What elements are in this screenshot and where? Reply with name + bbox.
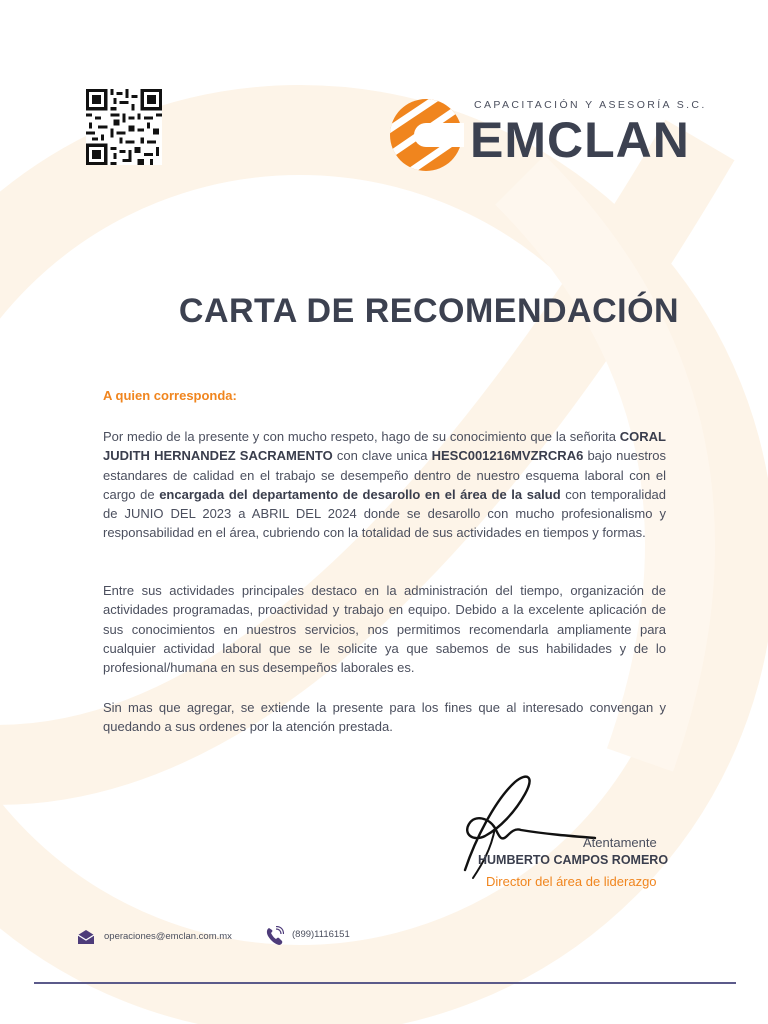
- contact-email[interactable]: operaciones@emclan.com.mx: [104, 931, 232, 942]
- paragraph-3: Sin mas que agregar, se extiende la presente para los fines que al interesado convengan y quedando a sus ordenes por la atención prestada.: [103, 700, 666, 735]
- employee-name: CORAL JUDITH HERNANDEZ SACRAMENTO: [103, 429, 666, 464]
- signer-role: Director del área de liderazgo: [486, 874, 657, 889]
- employee-cargo: encargada del departamento de desarollo en el área de la salud: [159, 486, 561, 502]
- qr-code-icon: [86, 89, 162, 165]
- paragraph-1: [103, 427, 666, 543]
- salutation: A quien corresponda:: [103, 388, 237, 403]
- letter-title: CARTA DE RECOMENDACIÓN: [178, 292, 680, 330]
- footer-divider: [34, 982, 736, 984]
- company-logo: [388, 97, 708, 177]
- mail-icon: [77, 929, 95, 945]
- closing: Atentamente: [583, 835, 657, 850]
- logo-name: EMCLAN: [470, 112, 690, 168]
- paragraph-2: Entre sus actividades principales destaco en la administración del tiempo, organización de actividades programadas, proactividad y trabajo en equipo. Debido a la excelente aplicación de sus conocimientos en nuestros servicios, nos permitimos recomendarla ampliamente para cualquier actividad laboral que se le solicite ya que sabemos de sus habilidades y de lo profesional/humana en sus desempeños laborales es.: [103, 583, 666, 676]
- contact-phone[interactable]: (899)1116151: [292, 929, 350, 940]
- p1-text-3: bajo nuestros estandares de calidad en el trabajo se desempeño dentro de nuestro esquema laboral con el cargo de: [103, 448, 666, 502]
- signer-name: HUMBERTO CAMPOS ROMERO: [478, 853, 669, 867]
- employee-clave: HESC001216MVZRCRA6: [431, 448, 584, 464]
- emclan-logo-mark-icon: [388, 97, 464, 173]
- phone-icon: [266, 926, 284, 946]
- logo-tagline: CAPACITACIÓN Y ASESORÍA S.C.: [474, 99, 707, 111]
- p1-text-4: con temporalidad de JUNIO DEL 2023 a ABRIL DEL 2024 donde se desarollo con mucho profesionalismo y responsabilidad en el área, cubriendo con la totalidad de sus actividades en tiempos y formas.: [103, 486, 667, 541]
- p1-text-2: con clave unica: [332, 448, 432, 464]
- p1-text-1: Por medio de la presente y con mucho respeto, hago de su conocimiento que la señorita: [103, 429, 620, 444]
